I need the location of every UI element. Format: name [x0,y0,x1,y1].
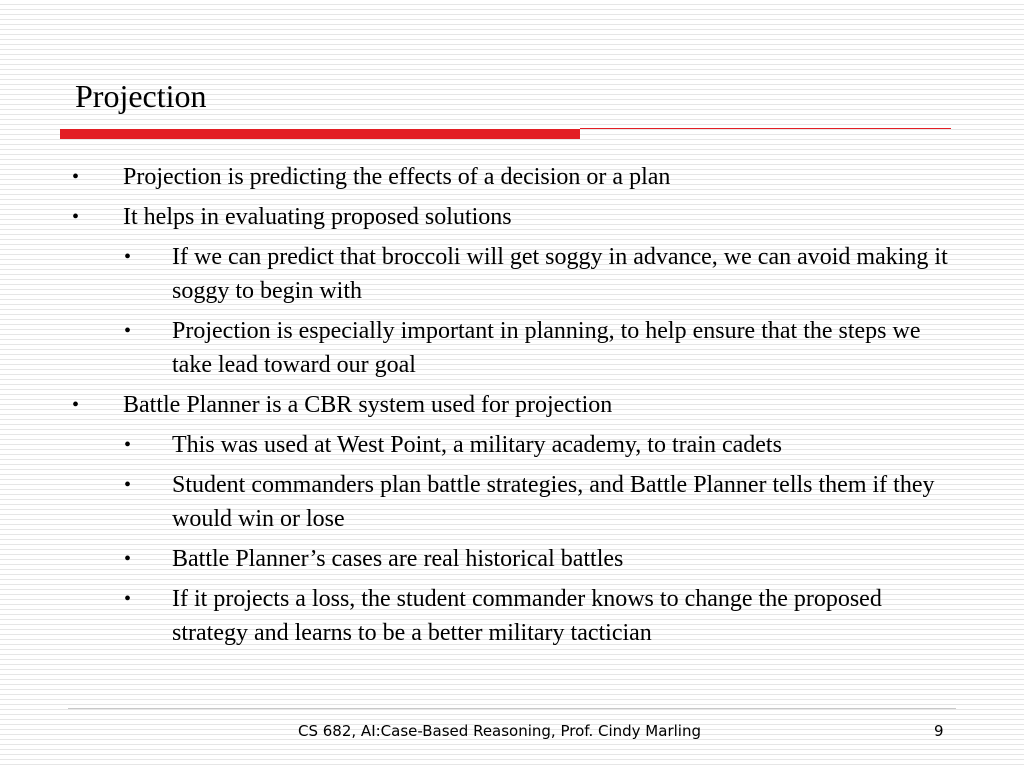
sub-bullet-item [0,582,962,650]
footer-text: CS 682, AI:Case-Based Reasoning, Prof. Cindy Marling [298,722,701,740]
bullet-icon: • [124,474,132,496]
sub-bullet-item [0,240,962,308]
bullet-icon: • [124,320,132,342]
bullet-icon: • [124,548,132,570]
sub-bullet-item [0,428,962,462]
bullet-item [0,200,1024,234]
bullet-item [0,388,1024,422]
sub-bullet-item [0,468,962,536]
slide-number: 9 [934,722,944,740]
bullet-icon: • [124,246,132,268]
slide-title: Projection [75,78,207,114]
bullet-icon: • [72,394,80,416]
title-accent-line [580,128,951,129]
sub-bullet-text: If it projects a loss, the student commander knows to change the proposed strategy and learns to be a better military tactician [172,586,882,646]
sub-bullet-item [0,542,962,576]
bullet-icon: • [124,434,132,456]
bullet-text: Battle Planner is a CBR system used for projection [123,392,613,418]
bullet-item [0,160,1024,194]
sub-bullet-text: Battle Planner’s cases are real historical battles [172,546,624,572]
sub-bullet-text: If we can predict that broccoli will get soggy in advance, we can avoid making it soggy to begin with [172,244,948,304]
sub-bullet-text: Projection is especially important in planning, to help ensure that the steps we take lead toward our goal [172,318,921,378]
bullet-text: It helps in evaluating proposed solutions [123,204,512,230]
title-accent-bar [60,129,580,139]
sub-bullet-item [0,314,962,382]
bullet-icon: • [72,206,80,228]
bullet-icon: • [124,588,132,610]
sub-bullet-text: Student commanders plan battle strategies, and Battle Planner tells them if they would win or lose [172,472,935,532]
sub-bullet-text: This was used at West Point, a military academy, to train cadets [172,432,782,458]
footer-divider [68,708,956,709]
bullet-icon: • [72,166,80,188]
bullet-list [0,160,1024,656]
bullet-text: Projection is predicting the effects of a decision or a plan [123,164,671,190]
